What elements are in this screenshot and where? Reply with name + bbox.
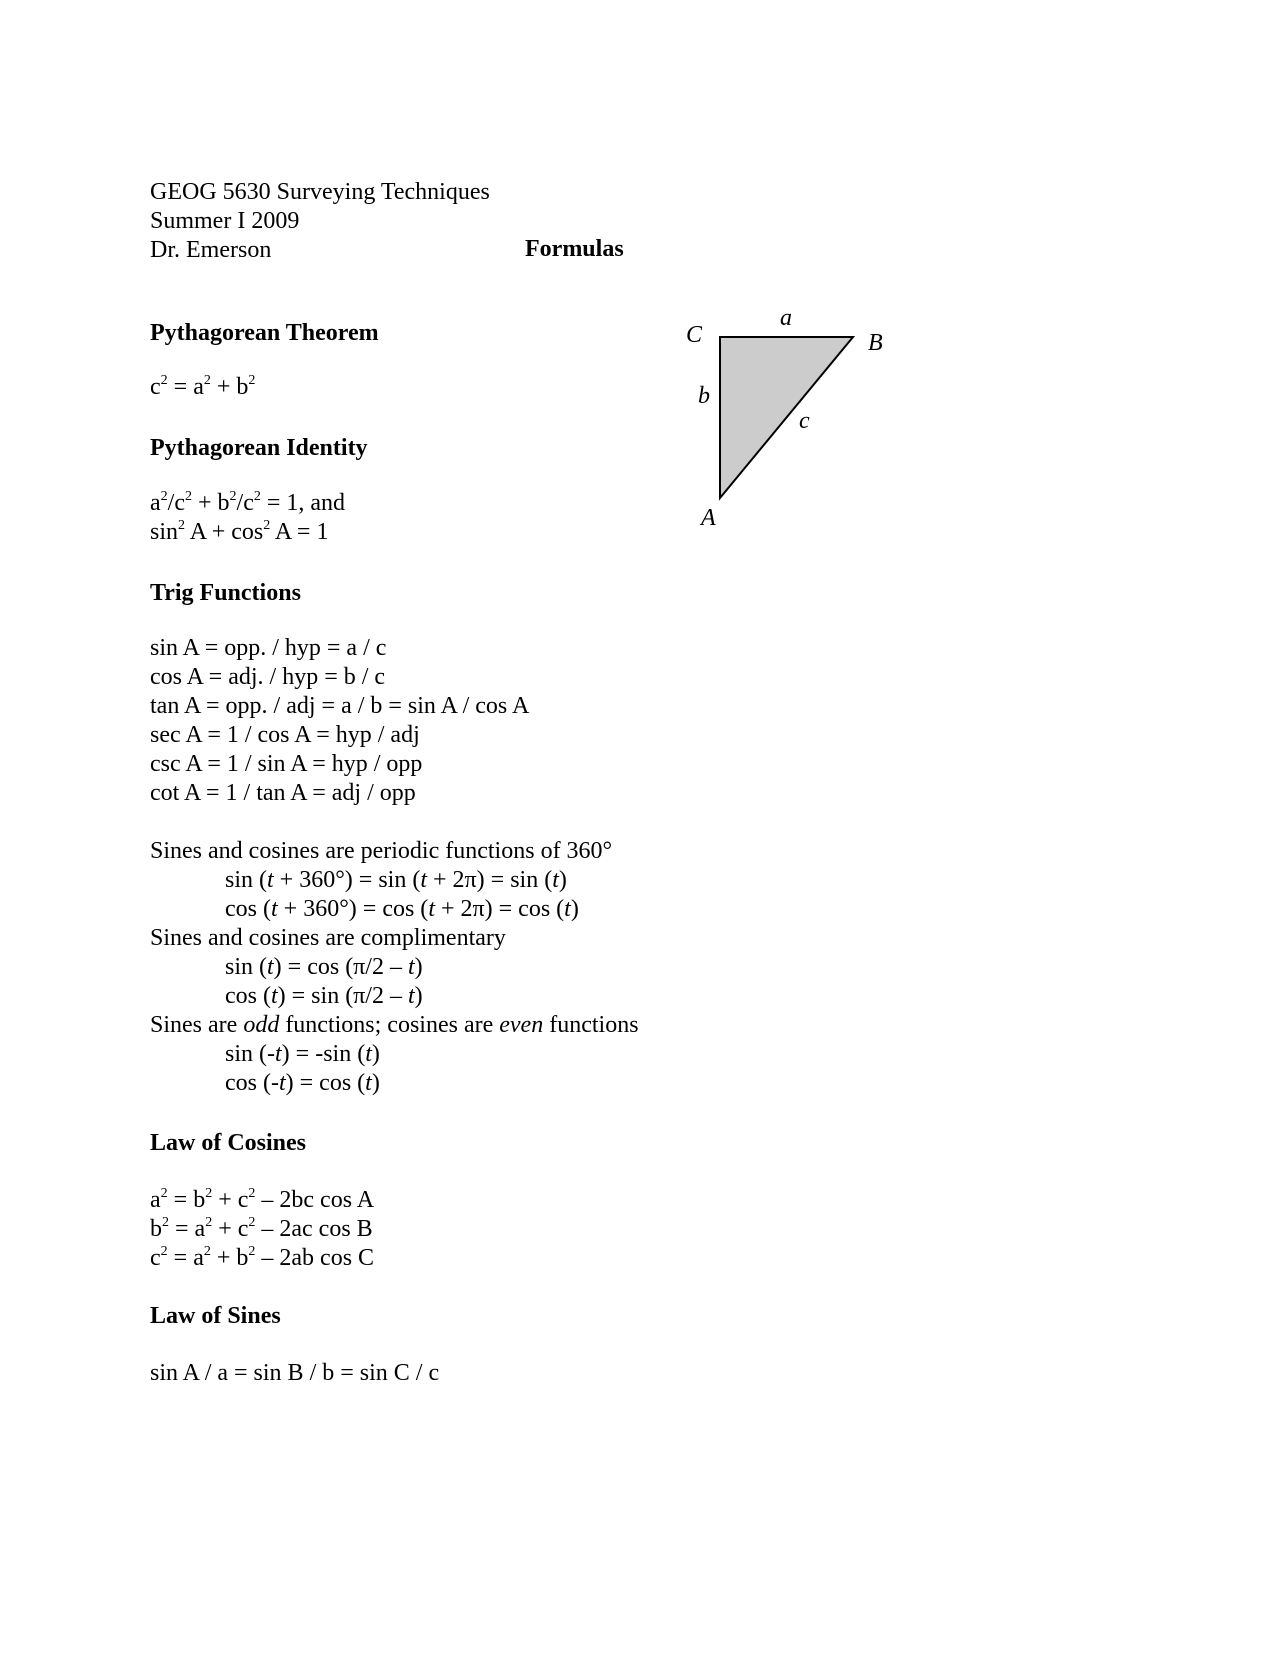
- triangle-shape: [720, 337, 853, 498]
- pythagorean-theorem-heading: Pythagorean Theorem: [150, 320, 379, 346]
- side-label-a: a: [780, 305, 792, 331]
- law-of-sines-formula: sin A / a = sin B / b = sin C / c: [150, 1360, 440, 1386]
- right-triangle-diagram: [670, 300, 910, 540]
- pythagorean-theorem-formula: $c^2 = a^2 + b^2$: [150, 373, 256, 400]
- complementary-sin-line: sin (t) = cos (π/2 – t): [225, 954, 423, 980]
- periodicity-sin-line: sin (t + 360°) = sin (t + 2π) = sin (t): [225, 867, 567, 893]
- side-label-c: c: [799, 408, 810, 434]
- periodicity-cos-line: cos (t + 360°) = cos (t + 2π) = cos (t): [225, 896, 579, 922]
- vertex-label-b: B: [868, 330, 883, 356]
- trig-line-csc: csc A = 1 / sin A = hyp / opp: [150, 751, 423, 777]
- side-label-b: b: [698, 383, 710, 409]
- law-of-cosines-line-3: $c^2 = a^2 + b^2 - 2ab$ cos C: [150, 1244, 375, 1271]
- vertex-label-c: C: [686, 322, 703, 348]
- odd-even-statement: Sines are odd functions; cosines are even functions: [150, 1012, 639, 1038]
- pythagorean-identity-line-2: $\sin^2 A + \cos^2 A = 1$: [150, 518, 329, 545]
- complementary-cos-line: cos (t) = sin (π/2 – t): [225, 983, 423, 1009]
- trig-line-sec: sec A = 1 / cos A = hyp / adj: [150, 722, 420, 748]
- document-title: Formulas: [525, 236, 624, 262]
- law-of-cosines-line-2: $b^2 = a^2 + c^2 - 2ac$ cos B: [150, 1215, 373, 1242]
- periodicity-statement: Sines and cosines are periodic functions of 360°: [150, 838, 613, 864]
- trig-line-cot: cot A = 1 / tan A = adj / opp: [150, 780, 416, 806]
- law-of-sines-heading: Law of Sines: [150, 1303, 281, 1329]
- complementary-statement: Sines and cosines are complimentary: [150, 925, 506, 951]
- course-name: GEOG 5630 Surveying Techniques: [150, 179, 490, 205]
- pythagorean-identity-heading: Pythagorean Identity: [150, 435, 368, 461]
- term: Summer I 2009: [150, 208, 300, 234]
- even-cos-line: cos (-t) = cos (t): [225, 1070, 380, 1096]
- trig-line-cos: cos A = adj. / hyp = b / c: [150, 664, 386, 690]
- pythagorean-identity-line-1: $a^2/c^2 + b^2/c^2 = 1$, and: [150, 489, 346, 516]
- right-triangle-figure: [670, 300, 910, 540]
- odd-sin-line: sin (-t) = -sin (t): [225, 1041, 380, 1067]
- trig-functions-heading: Trig Functions: [150, 580, 301, 606]
- trig-line-tan: tan A = opp. / adj = a / b = sin A / cos A: [150, 693, 530, 719]
- vertex-label-a: A: [701, 505, 716, 531]
- law-of-cosines-line-1: $a^2 = b^2 + c^2 - 2bc$ cos A: [150, 1186, 375, 1213]
- trig-line-sin: sin A = opp. / hyp = a / c: [150, 635, 387, 661]
- instructor: Dr. Emerson: [150, 237, 272, 263]
- law-of-cosines-heading: Law of Cosines: [150, 1130, 307, 1156]
